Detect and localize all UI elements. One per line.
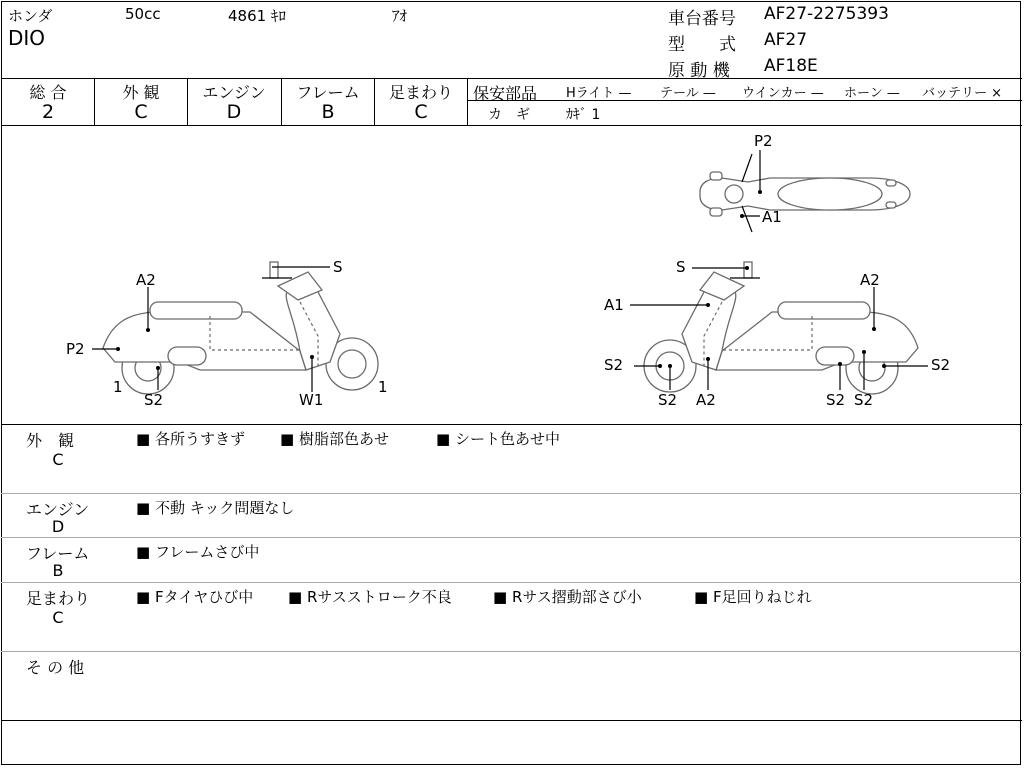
displacement: 50cc — [125, 5, 161, 23]
remark-item: ■ F足回りねじれ — [694, 588, 812, 606]
key-label: カ ギ — [488, 107, 530, 123]
frame-no: AF27-2275393 — [764, 4, 889, 24]
section-title-other: そ の 他 — [26, 658, 85, 677]
scooter-right-view — [630, 262, 928, 394]
grade-label-overall: 総 合 — [29, 83, 67, 102]
section-title-frame: フレーム — [26, 544, 90, 563]
label-left-a2: A2 — [136, 271, 156, 289]
grade-value-engine: D — [226, 101, 242, 123]
type-label: 型 式 — [668, 35, 736, 55]
section-grade-frame: B — [52, 561, 64, 580]
grade-label-engine: エンジン — [202, 83, 266, 102]
mileage: 4861 ｷﾛ — [228, 7, 286, 25]
label-left-w1: W1 — [299, 391, 324, 409]
engine-label: 原 動 機 — [668, 61, 730, 81]
label-top-p2: P2 — [754, 132, 773, 150]
maker: ホンダ — [8, 7, 53, 25]
section-title-engine: エンジン — [26, 500, 90, 519]
grade-value-exterior: C — [134, 101, 148, 123]
remark-item: ■ 樹脂部色あせ — [280, 430, 389, 448]
scooter-left-view — [92, 262, 378, 394]
label-right-s: S — [676, 258, 686, 276]
label-left-one-b: 1 — [378, 378, 388, 396]
label-right-s2-side: S2 — [931, 356, 951, 374]
label-left-s: S — [333, 258, 343, 276]
safety-item-headlight: Hライト — — [566, 86, 632, 101]
label-left-one-a: 1 — [113, 378, 123, 396]
remark-item: ■ 各所うすきず — [136, 430, 245, 448]
key-value: ｶｷﾞ 1 — [566, 107, 601, 123]
label-right-s2-muffler: S2 — [826, 391, 846, 409]
label-right-a1: A1 — [604, 296, 624, 314]
label-right-s2-wheel: S2 — [658, 391, 678, 409]
label-left-p2: P2 — [66, 340, 85, 358]
grade-value-suspension: C — [414, 101, 428, 123]
section-title-exterior: 外 観 — [26, 431, 75, 450]
label-right-s2-front: S2 — [604, 356, 624, 374]
label-right-a2: A2 — [860, 271, 880, 289]
grade-label-suspension: 足まわり — [388, 83, 453, 102]
section-grade-suspension: C — [52, 608, 64, 627]
label-right-s2-rear: S2 — [854, 391, 874, 409]
type-value: AF27 — [764, 30, 808, 50]
grade-value-overall: 2 — [41, 101, 55, 123]
model-name: DIO — [8, 26, 46, 50]
label-left-s2: S2 — [144, 391, 164, 409]
remark-item: ■ Rサスストローク不良 — [288, 588, 452, 606]
scooter-top-view — [700, 150, 910, 232]
section-title-suspension: 足まわり — [26, 589, 91, 608]
safety-item-battery: バッテリー × — [922, 86, 1003, 101]
frame-no-label: 車台番号 — [668, 9, 736, 29]
damage-diagram — [0, 126, 1022, 424]
safety-item-horn: ホーン — — [844, 86, 900, 101]
label-right-a2-bottom: A2 — [696, 391, 716, 409]
safety-item-tail: テール — — [660, 86, 716, 101]
remark-item: ■ Rサス摺動部さび小 — [493, 588, 642, 606]
grade-value-frame: B — [321, 101, 335, 123]
safety-item-winker: ウインカー — — [742, 86, 824, 101]
remark-item: ■ Fタイヤひび中 — [136, 588, 254, 606]
engine-value: AF18E — [764, 56, 818, 76]
grade-label-exterior: 外 観 — [122, 83, 160, 102]
section-grade-exterior: C — [52, 450, 64, 469]
grade-label-frame: フレーム — [296, 83, 360, 102]
remark-item: ■ シート色あせ中 — [436, 430, 560, 448]
label-top-a1: A1 — [762, 208, 782, 226]
safety-label: 保安部品 — [473, 84, 538, 103]
color: ｱｵ — [392, 7, 408, 25]
remark-item: ■ フレームさび中 — [136, 543, 260, 561]
section-grade-engine: D — [51, 517, 65, 536]
remark-item: ■ 不動 キック問題なし — [136, 499, 295, 517]
